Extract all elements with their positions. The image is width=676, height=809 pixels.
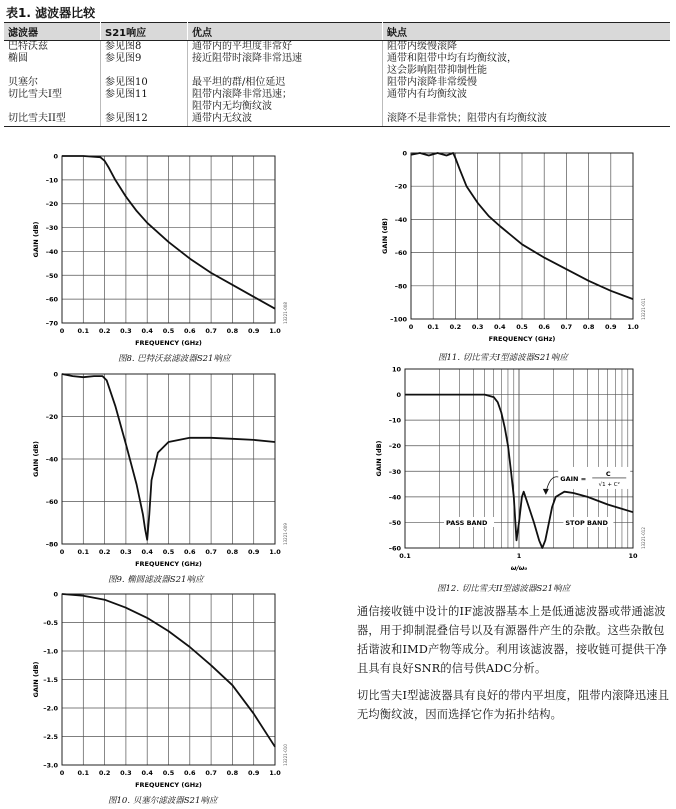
- pros-cell: [188, 53, 383, 77]
- cell-line: 参见图11: [105, 89, 148, 100]
- x-tick-label: 0.6: [538, 323, 550, 331]
- x-tick-label: 0.2: [449, 323, 462, 331]
- table-row: [4, 41, 670, 54]
- x-tick-label: 0: [59, 548, 65, 556]
- cons-cell: [383, 41, 671, 54]
- x-tick-label: 1: [516, 552, 522, 560]
- x-tick-label: 0.1: [77, 548, 90, 556]
- x-tick-label: 0.1: [77, 769, 90, 777]
- y-axis-label: GAIN (dB): [381, 217, 389, 255]
- table-title: 表1. 滤波器比较: [6, 6, 96, 20]
- x-tick-label: 0.7: [205, 769, 217, 777]
- table-row: [4, 113, 670, 127]
- x-tick-label: 0.9: [605, 323, 617, 331]
- x-tick-label: 0.6: [184, 327, 196, 335]
- fig10-chart: [0, 585, 300, 800]
- cons-cell: [383, 89, 671, 113]
- fig11-caption: 图11. 切比雪夫I型滤波器S21响应: [438, 353, 568, 363]
- figure-code: 13221-012: [641, 527, 646, 549]
- x-tick-label: 0.3: [120, 548, 132, 556]
- y-tick-label: –40: [45, 247, 58, 256]
- header-pros: 优点: [188, 23, 383, 41]
- y-tick-label: –3.0: [43, 761, 58, 770]
- x-tick-label: 0.3: [120, 769, 132, 777]
- y-tick-label: –20: [45, 200, 58, 209]
- figure-code: 13221-008: [283, 302, 288, 324]
- y-axis-label: GAIN (dB): [375, 440, 383, 477]
- y-tick-label: –70: [45, 319, 58, 328]
- x-axis-label: ω/ω₀: [510, 564, 528, 572]
- cell-line: 巴特沃兹: [8, 41, 48, 52]
- cell-line: 通带内有均衡纹波: [387, 89, 467, 100]
- y-tick-label: –10: [388, 416, 401, 425]
- x-tick-label: 0.7: [205, 548, 217, 556]
- pros-cell: [188, 41, 383, 54]
- x-tick-label: 0.2: [98, 548, 111, 556]
- fig9-caption: 图9. 椭圆滤波器S21响应: [108, 575, 204, 585]
- filter-comparison-table: [4, 22, 670, 127]
- y-tick-label: 10: [391, 365, 401, 374]
- x-tick-label: 0.8: [226, 548, 239, 556]
- y-tick-label: –20: [388, 442, 401, 451]
- x-tick-label: 0.5: [162, 548, 175, 556]
- cell-line: 通带和阻带中均有均衡纹波，: [387, 53, 517, 64]
- response-cell: [101, 53, 188, 77]
- table-row: [4, 53, 670, 77]
- x-tick-label: 0: [59, 327, 65, 335]
- x-tick-label: 1.0: [269, 769, 281, 777]
- filter-cell: [4, 53, 101, 77]
- y-tick-label: 0: [53, 152, 58, 161]
- x-tick-label: 0.8: [226, 769, 239, 777]
- x-axis-label: FREQUENCY (GHz): [135, 339, 202, 347]
- x-tick-label: 0.3: [471, 323, 484, 331]
- y-tick-label: 0: [53, 370, 58, 379]
- y-tick-label: –1.5: [43, 676, 58, 684]
- header-cons: 缺点: [383, 23, 671, 41]
- filter-cell: [4, 41, 101, 54]
- cons-cell: [383, 113, 671, 127]
- table-row: [4, 89, 670, 113]
- x-tick-label: 0.8: [226, 327, 239, 335]
- x-tick-label: 1.0: [269, 548, 281, 556]
- x-tick-label: 0.3: [120, 327, 132, 335]
- cell-line: 这会影响阻带抑制性能: [387, 65, 487, 76]
- y-tick-label: –20: [394, 182, 407, 191]
- y-tick-label: –10: [45, 176, 58, 185]
- x-axis-label: FREQUENCY (GHz): [488, 335, 556, 343]
- x-tick-label: 0.4: [494, 323, 506, 331]
- x-tick-label: 0: [408, 323, 414, 331]
- response-cell: [101, 77, 188, 89]
- y-tick-label: –100: [390, 315, 407, 324]
- y-tick-label: –60: [45, 295, 58, 304]
- cell-line: 阻带内滚降非常缓慢: [387, 77, 477, 88]
- x-tick-label: 0.1: [399, 552, 411, 560]
- x-tick-label: 1.0: [269, 327, 281, 335]
- cell-line: 贝塞尔: [8, 77, 38, 88]
- y-tick-label: –60: [45, 498, 58, 506]
- formula-gain: GAIN =: [560, 474, 587, 483]
- y-tick-label: –30: [45, 224, 58, 233]
- x-axis-label: FREQUENCY (GHz): [135, 560, 202, 568]
- y-tick-label: –40: [394, 215, 407, 224]
- cell-line: 参见图9: [105, 53, 142, 64]
- fig9-chart: [0, 365, 300, 580]
- x-tick-label: 0: [59, 769, 65, 777]
- fig12-chart: [362, 362, 676, 584]
- y-tick-label: –30: [388, 467, 401, 476]
- x-tick-label: 1.0: [627, 323, 639, 331]
- x-tick-label: 0.9: [247, 769, 260, 777]
- figure-code: 13221-009: [283, 523, 288, 545]
- x-tick-label: 0.6: [184, 769, 196, 777]
- formula-numerator: C: [605, 469, 611, 478]
- x-tick-label: 0.8: [582, 323, 595, 331]
- cell-line: 参见图12: [105, 113, 148, 124]
- y-axis-label: GAIN (dB): [32, 661, 40, 698]
- y-tick-label: –60: [388, 544, 401, 553]
- y-tick-label: 0: [402, 149, 407, 158]
- y-tick-label: –20: [45, 413, 58, 421]
- filter-cell: [4, 77, 101, 89]
- y-tick-label: –40: [388, 493, 401, 502]
- cell-line: 阻带内滚降非常迅速；: [192, 89, 292, 100]
- y-tick-label: –40: [45, 455, 58, 464]
- y-tick-label: 0: [396, 391, 401, 400]
- cell-line: 接近阻带时滚降非常迅速: [192, 53, 302, 64]
- cell-line: 通带内的平坦度非常好: [192, 41, 292, 52]
- table-header-row: [4, 23, 670, 41]
- cons-cell: [383, 77, 671, 89]
- cell-line: 通带内无纹波: [192, 113, 252, 124]
- cell-line: 椭圆: [8, 53, 28, 64]
- cell-line: 切比雪夫II型: [8, 113, 66, 124]
- formula-denominator: √1 + C²: [598, 481, 620, 488]
- fig8-chart: [0, 145, 300, 360]
- x-tick-label: 0.4: [141, 769, 153, 777]
- y-tick-label: 0: [53, 590, 58, 599]
- x-tick-label: 0.6: [184, 548, 196, 556]
- cons-cell: [383, 53, 671, 77]
- figure-code: 13221-011: [641, 298, 646, 320]
- x-tick-label: 0.4: [141, 548, 153, 556]
- pros-cell: [188, 77, 383, 89]
- x-tick-label: 0.1: [427, 323, 439, 331]
- response-cell: [101, 89, 188, 113]
- x-tick-label: 0.2: [98, 769, 111, 777]
- filter-cell: [4, 89, 101, 113]
- x-tick-label: 0.7: [205, 327, 217, 335]
- arrow-head: [543, 489, 549, 495]
- y-tick-label: –2.0: [43, 704, 58, 713]
- y-tick-label: –0.5: [43, 619, 58, 627]
- y-tick-label: –80: [394, 282, 407, 291]
- response-cell: [101, 113, 188, 127]
- header-filter: 滤波器: [4, 23, 101, 41]
- pros-cell: [188, 113, 383, 127]
- body-paragraph-1: 通信接收链中设计的IF滤波器基本上是低通滤波器或带通滤波器，用于抑制混叠信号以及有源器件产生的杂散。这些杂散包括谐波和IMD产物等成分。利用该滤波器，接收链可提供干净且具有良好SNR的信号供ADC分析。: [357, 605, 668, 675]
- annotation-pass-band: PASS BAND: [446, 518, 488, 527]
- x-axis-label: FREQUENCY (GHz): [135, 781, 202, 789]
- cell-line: 切比雪夫I型: [8, 89, 62, 100]
- x-tick-label: 0.9: [247, 327, 260, 335]
- figure-code: 13221-010: [283, 744, 288, 766]
- y-tick-label: –1.0: [43, 647, 58, 656]
- annotation-stop-band: STOP BAND: [565, 518, 608, 527]
- cell-line: 最平坦的群/相位延迟: [192, 77, 286, 88]
- x-tick-label: 10: [628, 552, 638, 560]
- cell-line: 阻带内缓慢滚降: [387, 41, 457, 52]
- fig8-caption: 图8. 巴特沃兹滤波器S21响应: [118, 354, 231, 364]
- response-cell: [101, 41, 188, 54]
- header-response: S21响应: [101, 23, 188, 41]
- body-paragraph-2: 切比雪夫I型滤波器具有良好的带内平坦度，阻带内滚降迅速且无均衡纹波，因而选择它作为拓扑结构。: [357, 689, 670, 721]
- x-tick-label: 0.1: [77, 327, 90, 335]
- table-row: [4, 77, 670, 89]
- y-tick-label: –50: [388, 518, 401, 527]
- cell-line: 参见图10: [105, 77, 148, 88]
- x-tick-label: 0.5: [162, 327, 175, 335]
- x-tick-label: 0.5: [162, 769, 175, 777]
- y-axis-label: GAIN (dB): [32, 440, 40, 478]
- y-tick-label: –60: [394, 249, 407, 258]
- cell-line: 阻带内无均衡纹波: [192, 101, 272, 112]
- x-tick-label: 0.4: [141, 327, 153, 335]
- cell-line: 参见图8: [105, 41, 142, 52]
- fig10-caption: 图10. 贝塞尔滤波器S21响应: [108, 796, 218, 806]
- x-tick-label: 0.7: [560, 323, 573, 331]
- fig11-chart: [362, 145, 676, 355]
- x-tick-label: 0.9: [247, 548, 260, 556]
- pros-cell: [188, 89, 383, 113]
- y-tick-label: –80: [45, 540, 58, 549]
- filter-cell: [4, 113, 101, 127]
- y-tick-label: –50: [45, 271, 58, 280]
- x-tick-label: 0.2: [98, 327, 111, 335]
- cell-line: 滚降不是非常快；阻带内有均衡纹波: [387, 113, 547, 124]
- y-tick-label: –2.5: [43, 733, 58, 741]
- y-axis-label: GAIN (dB): [32, 221, 40, 258]
- x-tick-label: 0.5: [516, 323, 528, 331]
- fig12-caption: 图12. 切比雪夫II型滤波器S21响应: [437, 584, 571, 594]
